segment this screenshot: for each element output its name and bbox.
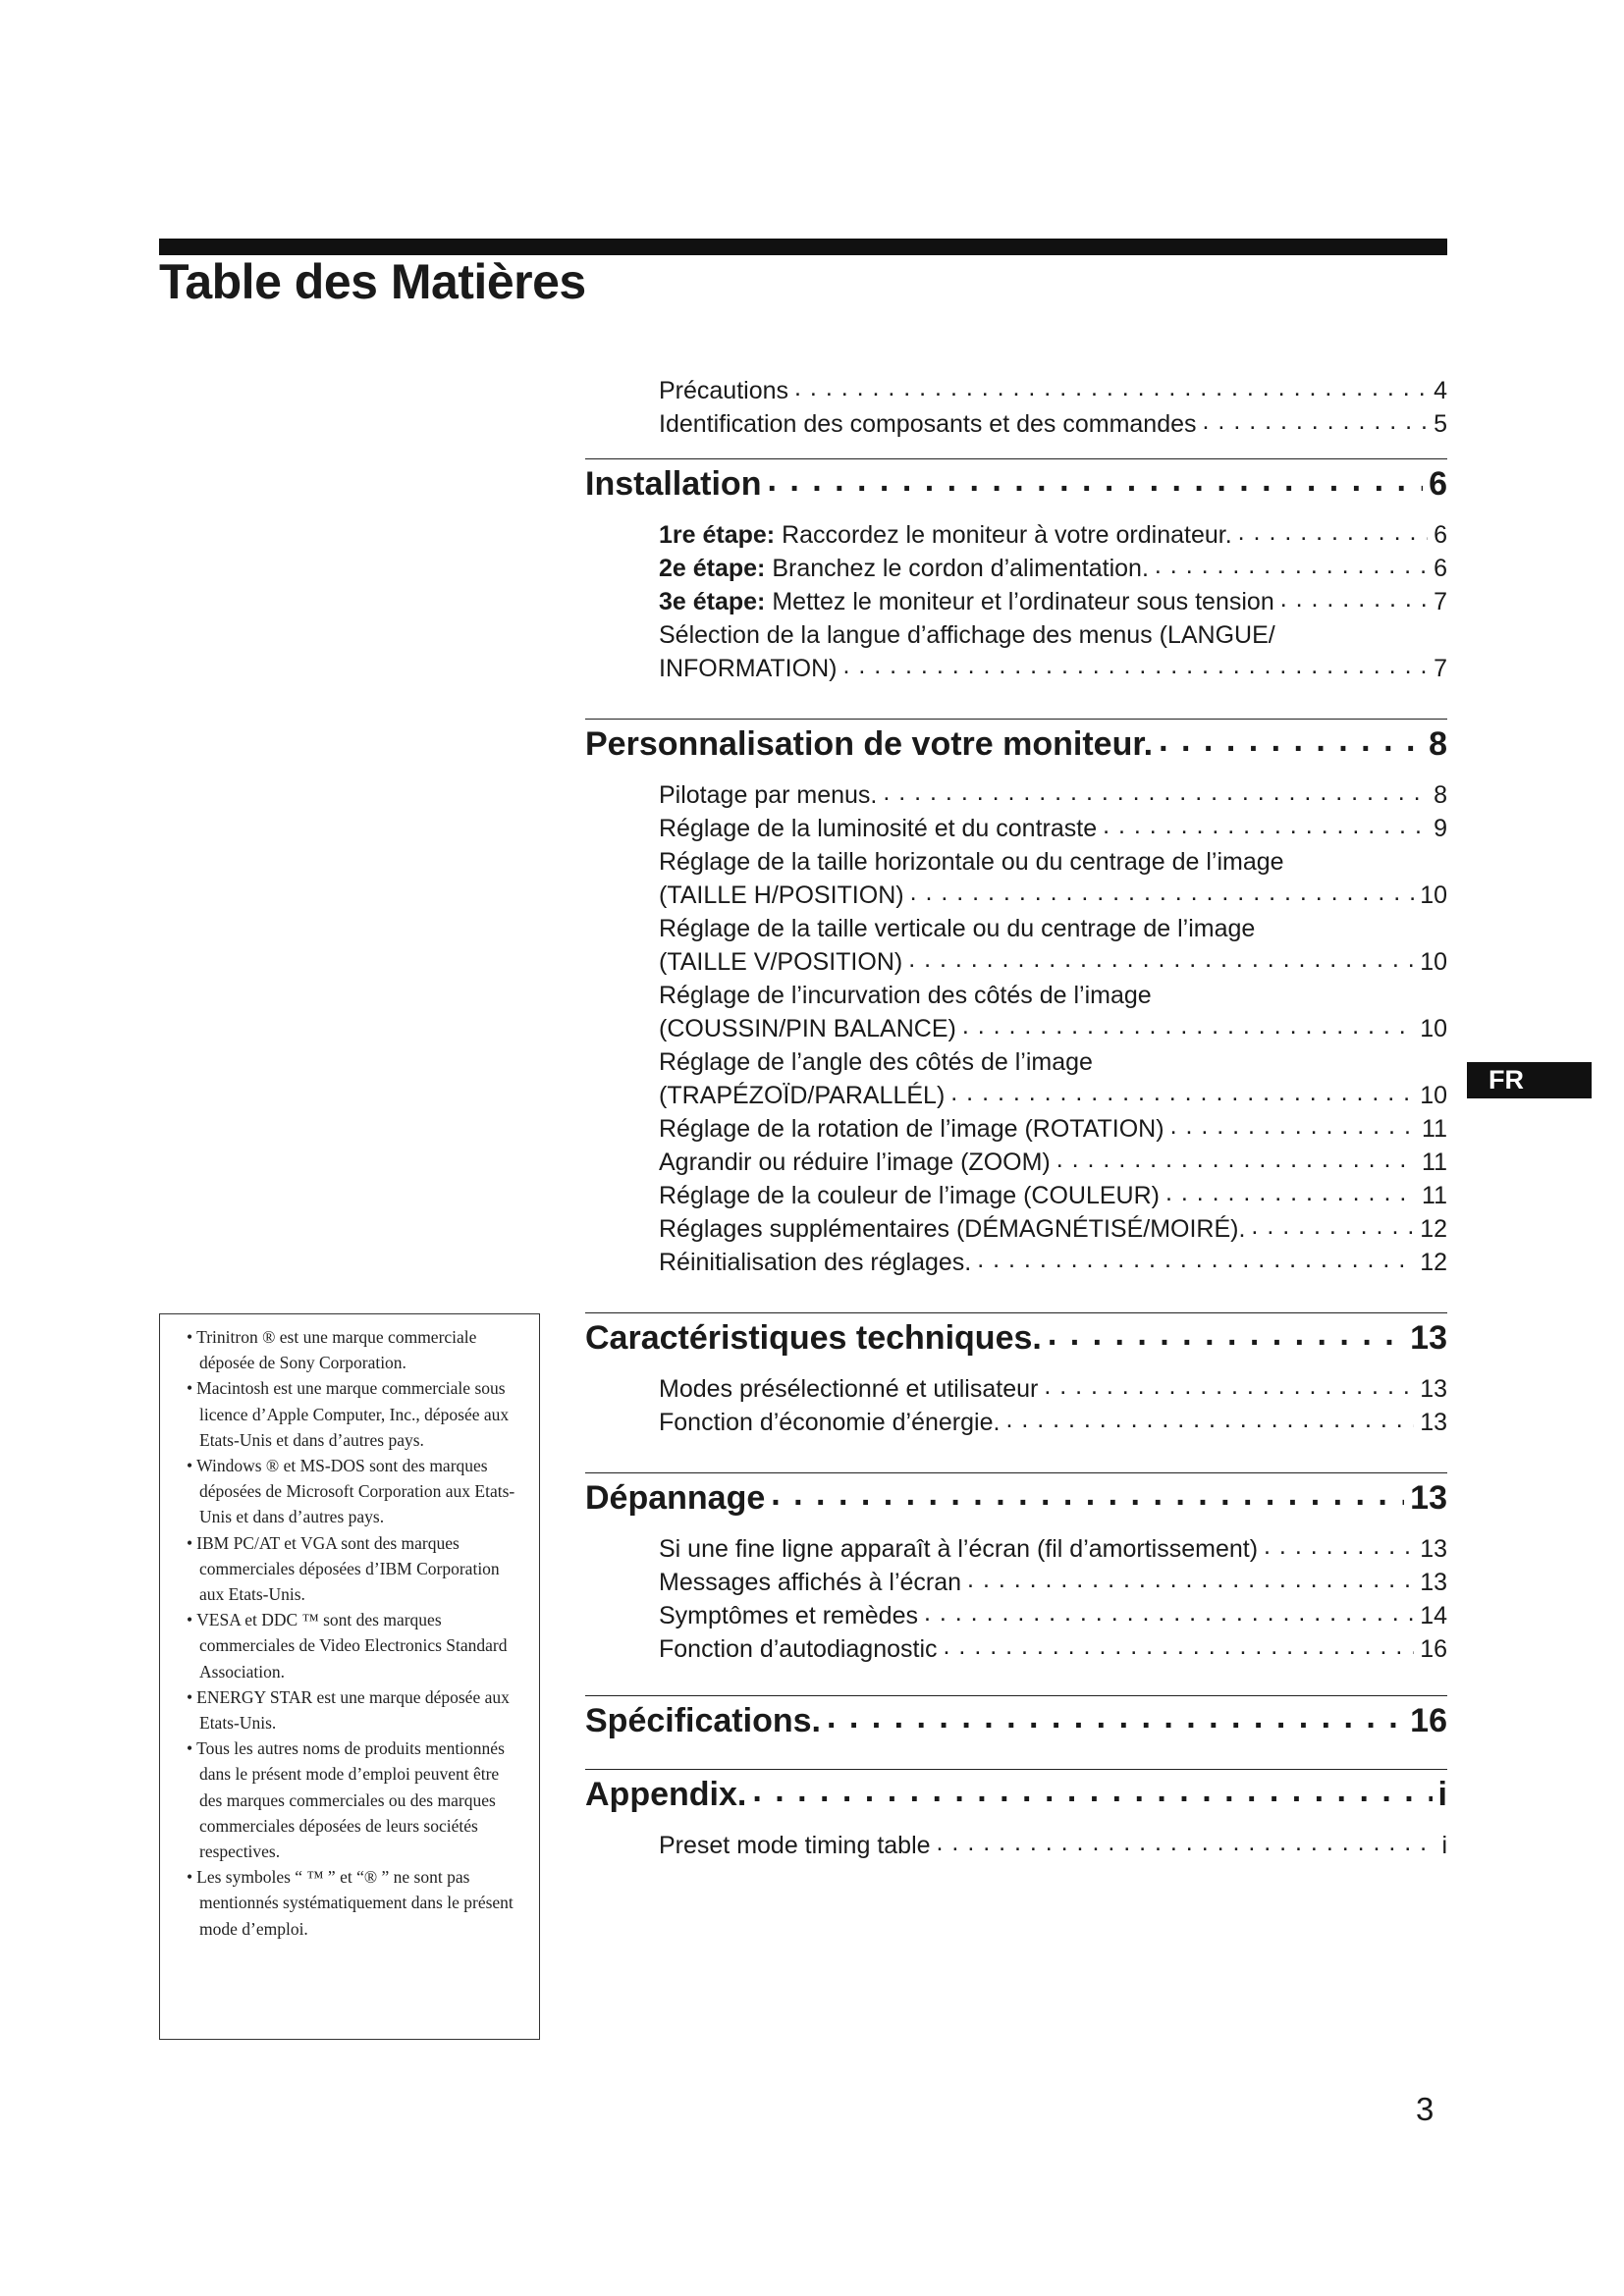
toc-section-entries [585, 1372, 1447, 1439]
dot-leader [1048, 1313, 1404, 1355]
toc-section-page: 8 [1429, 725, 1447, 763]
dot-leader [967, 1563, 1414, 1596]
toc-entry-step-label: 2e étape: [659, 555, 766, 582]
toc-entry-page: i [1441, 1832, 1447, 1859]
toc-entry-step-label: 1re étape: [659, 521, 776, 549]
toc-section-heading[interactable] [585, 458, 1447, 505]
toc-entry-identification[interactable] [659, 407, 1447, 441]
toc-entry-page: 10 [1420, 1015, 1447, 1042]
dot-leader [794, 371, 1428, 404]
trademark-item: • Les symboles “ ™ ” et “® ” ne sont pas mentionnés systématiquement dans le présent mode d’emploi. [176, 1864, 525, 1942]
dot-leader [1103, 809, 1428, 842]
toc-entry[interactable] [659, 1632, 1447, 1666]
toc-section-title: Caractéristiques techniques. [585, 1319, 1042, 1357]
dot-leader [950, 1076, 1414, 1109]
toc-entry-label: Preset mode timing table [659, 1832, 931, 1859]
dot-leader [1280, 582, 1428, 615]
dot-leader [1056, 1143, 1416, 1176]
toc-entry-page: 13 [1420, 1409, 1447, 1436]
toc-section-title: Installation [585, 465, 762, 503]
toc-entry-step-label: 3e étape: [659, 588, 766, 615]
toc-entry[interactable] [659, 812, 1447, 845]
trademark-item: • Windows ® et MS-DOS sont des marques déposées de Microsoft Corporation aux Etats-Unis et dans d’autres pays. [176, 1453, 525, 1530]
toc-entry-label-line[interactable]: Réglage de la taille verticale ou du centrage de l’image [659, 915, 1256, 942]
trademark-notice-box [159, 1313, 540, 2040]
toc-section-title: Spécifications. [585, 1702, 821, 1739]
toc-entry-label-line[interactable]: Réglage de la taille horizontale ou du centrage de l’image [659, 848, 1284, 876]
toc-entry-label-line[interactable]: Sélection de la langue d’affichage des menus (LANGUE/ [659, 621, 1275, 649]
dot-leader [1203, 404, 1429, 438]
toc-entry-page: 10 [1420, 1082, 1447, 1109]
toc-entry-label: Fonction d’autodiagnostic [659, 1635, 938, 1663]
dot-leader [842, 649, 1428, 682]
toc-entry-precautions[interactable] [659, 374, 1447, 407]
toc-entry-label: (TAILLE H/POSITION) [659, 881, 904, 909]
toc-entry-label: Précautions [659, 377, 789, 404]
toc-section-page: 16 [1410, 1702, 1447, 1739]
toc-entry-page: 7 [1434, 588, 1447, 615]
toc-section-page: i [1437, 1776, 1447, 1813]
toc-entry-page: 5 [1434, 410, 1447, 438]
toc-entry[interactable] [659, 945, 1447, 979]
toc-entry[interactable] [659, 1212, 1447, 1246]
toc-entry-label: Agrandir ou réduire l’image (ZOOM) [659, 1148, 1051, 1176]
toc-entry-page: 14 [1420, 1602, 1447, 1629]
trademark-item: • ENERGY STAR est une marque déposée aux Etats-Unis. [176, 1684, 525, 1735]
toc-entry-page: 12 [1420, 1215, 1447, 1243]
trademark-item: • Macintosh est une marque commerciale sous licence d’Apple Computer, Inc., déposée aux Etats-Unis et dans d’autres pays. [176, 1375, 525, 1453]
dot-leader [962, 1009, 1414, 1042]
dot-leader [1264, 1529, 1414, 1563]
dot-leader [1044, 1369, 1414, 1403]
toc-entry-page: 6 [1434, 521, 1447, 549]
dot-leader [1155, 549, 1428, 582]
toc-entry-label: Réglage de la rotation de l’image (ROTATION) [659, 1115, 1164, 1143]
dot-leader [944, 1629, 1415, 1663]
toc-entry[interactable] [659, 1079, 1447, 1112]
dot-leader [910, 876, 1415, 909]
dot-leader [827, 1696, 1404, 1737]
dot-leader [771, 1473, 1404, 1515]
toc-entry[interactable] [659, 1112, 1447, 1146]
dot-leader [977, 1243, 1414, 1276]
toc-entry[interactable] [659, 652, 1447, 685]
toc-entry-page: 10 [1420, 881, 1447, 909]
toc-entry[interactable] [659, 1372, 1447, 1406]
trademark-list [176, 1324, 525, 1942]
toc-section-title: Personnalisation de votre moniteur. [585, 725, 1154, 763]
toc-entry-label: Réglage de la luminosité et du contraste [659, 815, 1098, 842]
trademark-item: • IBM PC/AT et VGA sont des marques commerciales déposées d’IBM Corporation aux Etats-Unis. [176, 1530, 525, 1608]
toc-entry[interactable] [659, 1829, 1447, 1862]
toc-section-entries [585, 778, 1447, 1279]
toc-entry-label: (COUSSIN/PIN BALANCE) [659, 1015, 956, 1042]
toc-entry-page: 8 [1434, 781, 1447, 809]
toc-section-title: Appendix. [585, 1776, 747, 1813]
toc-entry-label-line[interactable]: Réglage de l’incurvation des côtés de l’image [659, 982, 1152, 1009]
toc-entry-page: 16 [1420, 1635, 1447, 1663]
table-of-contents [585, 374, 1447, 1862]
toc-entry[interactable] [659, 1146, 1447, 1179]
dot-leader [1170, 1109, 1416, 1143]
toc-section-heading[interactable] [585, 1695, 1447, 1741]
page-title: Table des Matières [159, 254, 586, 309]
toc-entry-page: 11 [1422, 1148, 1447, 1176]
toc-entry-label: INFORMATION) [659, 655, 838, 682]
toc-entry-label: Si une fine ligne apparaît à l’écran (fil d’amortissement) [659, 1535, 1259, 1563]
dot-leader [883, 775, 1428, 809]
toc-entry-label: Mettez le moniteur et l’ordinateur sous tension [772, 588, 1274, 615]
toc-section-heading[interactable] [585, 1769, 1447, 1815]
toc-entry[interactable] [659, 1532, 1447, 1566]
toc-section-title: Dépannage [585, 1479, 766, 1517]
toc-entry[interactable] [659, 1566, 1447, 1599]
toc-entry-label: Pilotage par menus. [659, 781, 878, 809]
toc-section-heading[interactable] [585, 1312, 1447, 1359]
toc-entry-page: 11 [1422, 1115, 1447, 1143]
toc-section-entries [585, 1829, 1447, 1862]
toc-entry-label-line[interactable]: Réglage de l’angle des côtés de l’image [659, 1048, 1093, 1076]
toc-entry-page: 6 [1434, 555, 1447, 582]
toc-entry[interactable] [659, 585, 1447, 618]
dot-leader [937, 1826, 1436, 1859]
toc-entry[interactable] [659, 1599, 1447, 1632]
toc-entry[interactable] [659, 518, 1447, 552]
toc-entry-page: 12 [1420, 1249, 1447, 1276]
toc-entry-label: (TRAPÉZOÏD/PARALLÉL) [659, 1082, 946, 1109]
toc-entry[interactable] [659, 1246, 1447, 1279]
dot-leader [924, 1596, 1414, 1629]
toc-entry-label: Messages affichés à l’écran [659, 1569, 962, 1596]
toc-entry-label: Modes présélectionné et utilisateur [659, 1375, 1039, 1403]
dot-leader [767, 459, 1423, 501]
toc-entry-label: Réinitialisation des réglages. [659, 1249, 972, 1276]
toc-entry[interactable] [659, 778, 1447, 812]
dot-leader [752, 1770, 1432, 1811]
toc-entry[interactable] [659, 1179, 1447, 1212]
toc-entry-page: 10 [1420, 948, 1447, 976]
toc-entry-label: (TAILLE V/POSITION) [659, 948, 903, 976]
toc-section-entries [585, 1532, 1447, 1666]
toc-entry[interactable] [659, 879, 1447, 912]
dot-leader [1251, 1209, 1414, 1243]
toc-entry-label: Symptômes et remèdes [659, 1602, 918, 1629]
toc-entry-label: Fonction d’économie d’énergie. [659, 1409, 1001, 1436]
toc-entry-label: Identification des composants et des commandes [659, 410, 1197, 438]
toc-entry-label: Réglage de la couleur de l’image (COULEUR) [659, 1182, 1160, 1209]
dot-leader [908, 942, 1414, 976]
toc-entry-page: 9 [1434, 815, 1447, 842]
toc-entry-label: Réglages supplémentaires (DÉMAGNÉTISÉ/MOIRÉ). [659, 1215, 1246, 1243]
toc-section-page: 13 [1410, 1479, 1447, 1517]
toc-entry-label: Branchez le cordon d’alimentation. [772, 555, 1149, 582]
toc-entry-page: 13 [1420, 1535, 1447, 1563]
toc-entry-page: 13 [1420, 1569, 1447, 1596]
toc-section-entries [585, 518, 1447, 685]
toc-section-heading[interactable] [585, 1472, 1447, 1519]
toc-section-heading[interactable] [585, 719, 1447, 765]
toc-entry-page: 4 [1434, 377, 1447, 404]
toc-entry-page: 13 [1420, 1375, 1447, 1403]
toc-entry[interactable] [659, 552, 1447, 585]
toc-entry-label: Raccordez le moniteur à votre ordinateur. [782, 521, 1232, 549]
dot-leader [1165, 1176, 1416, 1209]
toc-entry[interactable] [659, 1012, 1447, 1045]
trademark-item: • VESA et DDC ™ sont des marques commerciales de Video Electronics Standard Association. [176, 1607, 525, 1684]
page-number: 3 [1416, 2091, 1435, 2127]
dot-leader [1005, 1403, 1414, 1436]
toc-entry[interactable] [659, 1406, 1447, 1439]
dot-leader [1238, 515, 1428, 549]
trademark-item: • Tous les autres noms de produits mentionnés dans le présent mode d’emploi peuvent être des marques commerciales ou des marques commerciales déposées de leurs sociétés respectives. [176, 1735, 525, 1864]
toc-entry-page: 11 [1422, 1182, 1447, 1209]
toc-section-page: 13 [1410, 1319, 1447, 1357]
toc-section-page: 6 [1429, 465, 1447, 503]
trademark-item: • Trinitron ® est une marque commerciale déposée de Sony Corporation. [176, 1324, 525, 1375]
language-badge: FR [1467, 1062, 1592, 1098]
dot-leader [1159, 720, 1423, 761]
toc-entry-page: 7 [1434, 655, 1447, 682]
